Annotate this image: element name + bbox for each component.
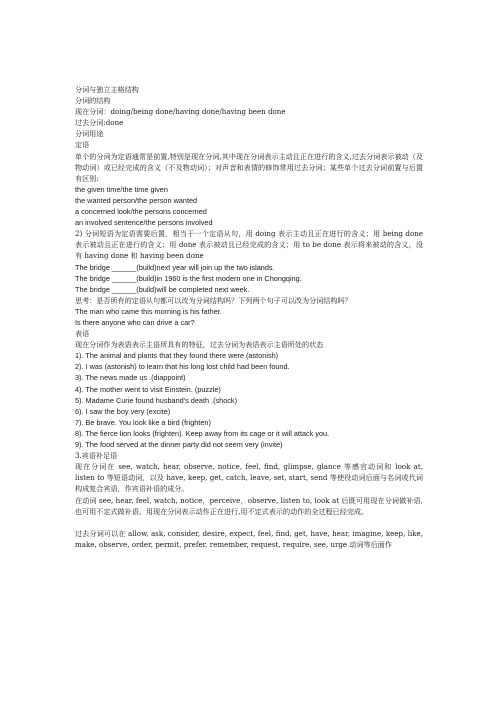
example-line: the wanted person/the person wanted [75,195,198,205]
paragraph: 过去分词可以在 allow, ask, consider, desire, expect, feel, find, get, have, hear, imagine, keep, like, make, observe, order, permit, prefer, remember, request, require, see, urge 动词等后面作 [75,528,423,549]
example-line: a concerned look/the persons concerned [75,207,207,217]
example-line: Is there anyone who can drive a car? [75,318,195,327]
exercise-line: 8). The fierce lion looks (frighten). Keep away from its cage or it will attack you. [75,428,330,438]
section-heading: 分词的结构 [75,96,111,106]
exercise-line: 1). The animal and plants that they found there were (astonish) [75,351,279,361]
example-line: the given time/the time given [75,184,168,194]
text-line: 现在分词作为表语表示主语所具有的特征，过去分词为表语表示主语所处的状态 [75,340,324,350]
exercise-line: The bridge ______(build)will be completed next week. [75,284,250,294]
text-line: 过去分词:done [75,118,124,128]
text-line: 现在分词：doing/being done/having done/having been done [75,107,286,117]
exercise-line: 4). The mother went to visit Einstein. (puzzle) [75,384,221,394]
exercise-line: The bridge ______(build)next year will join up the two islands. [75,262,275,272]
paragraph: 现在分词在 see, watch, hear, observe, notice, feel, find, glimpse, glance 等感官动词和 look at, listen to 等短语动词，以及 have, keep, get, catch, leave, set, start, send 等使役动词后面与名词或代词构成复合宾语，作宾语补语的成分。 [75,462,423,494]
section-heading: 3.宾语补足语 [75,451,118,461]
exercise-line: 2). I was (astonish) to learn that his long lost child had been found. [75,362,290,372]
exercise-line: The bridge ______(build)in 1960 is the first modern one in Chongqing. [75,273,302,283]
paragraph: 在动词 see, hear, feel, watch, notice，perceive，observe, listen to, look at 后既可用现在分词做补语,也可用不定式做补语。用现在分词表示动作正在进行,用不定式表示的动作的全过程已经完成。 [75,495,423,516]
section-heading: 分词用途 [75,129,104,139]
example-line: an involved sentence/the persons involved [75,218,213,228]
example-line: The man who came this morning is his father. [75,306,222,316]
exercise-line: 9). The food served at the dinner party did not seem very (invite) [75,440,283,450]
paragraph: 单个的分词为定语通常是前置,特别是现在分词,其中现在分词表示主动且正在进行的含义,过去分词表示被动（及物动词）或已经完成的含义（不及物动词）；对声音和表情的修饰常用过去分词；某些单个过去分词前置与后置有区别: [75,151,423,183]
exercise-line: 7). Be brave. You look like a bird (frighten) [75,417,211,427]
document-body [75,84,423,550]
paragraph: 2) 分词短语为定语需要后置，相当于一个定语从句，用 doing 表示主动且正在进行的含义；用 being done 表示被动且正在进行的含义；用 done 表示被动且已经完成的含义；用 to be done 表示将来被动的含义，没有 having done 和 having been done [75,229,423,261]
exercise-line: 6). I saw the boy very (excite) [75,406,171,416]
section-heading: 定语 [75,140,90,150]
exercise-line: 3). The news made us .(diappoint) [75,373,186,383]
exercise-line: 5). Madame Curie found husband's death .(shock) [75,395,238,405]
question-line: 思考：是否所有的定语从句都可以改为分词结构吗？下列两个句子可以改为分词结构吗？ [75,295,352,305]
doc-title: 分词与独立主格结构 [75,85,139,94]
section-heading: 表语 [75,329,90,339]
